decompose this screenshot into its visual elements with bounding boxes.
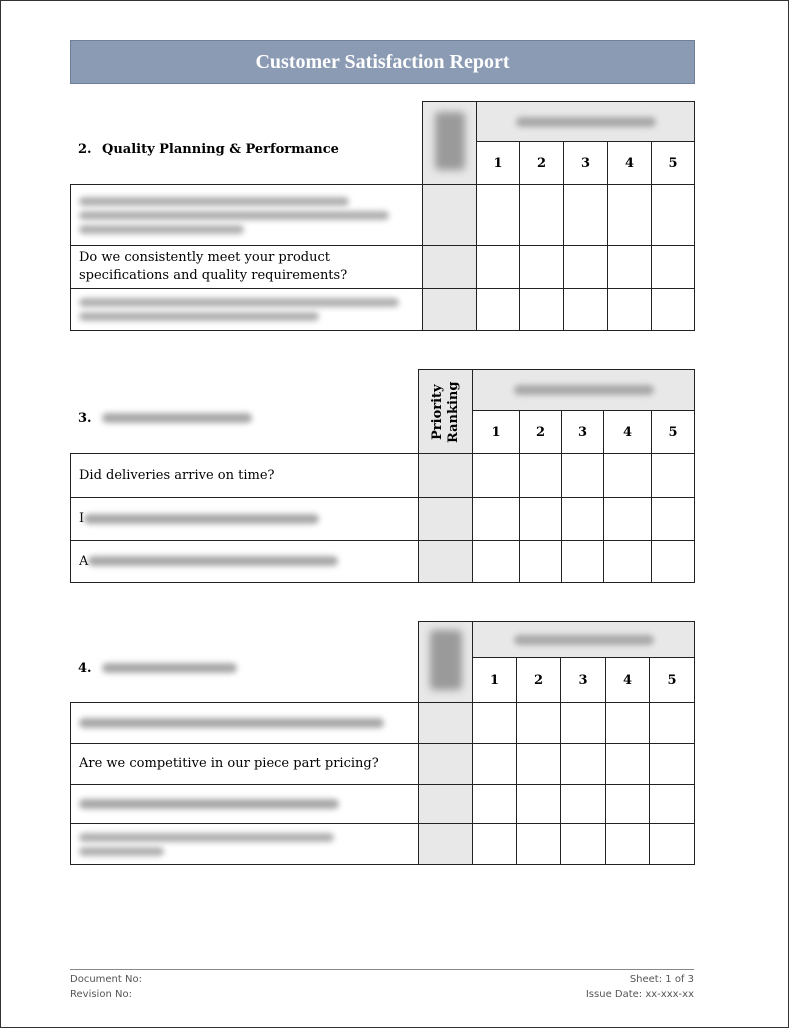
rating-cell[interactable] (650, 824, 695, 865)
rating-cell[interactable] (564, 246, 608, 289)
blurred-text (79, 799, 339, 809)
rating-2-header: 2 (520, 142, 564, 185)
header-spacer (71, 370, 419, 454)
section-name: Quality Planning & Performance (102, 141, 339, 157)
table-row (71, 824, 695, 865)
rating-cell[interactable] (517, 744, 561, 785)
priority-cell[interactable] (419, 785, 473, 824)
rating-5-header: 5 (652, 411, 695, 454)
question-cell (71, 498, 419, 541)
blurred-text (516, 117, 656, 127)
rating-cell[interactable] (473, 744, 517, 785)
table-row (71, 246, 695, 289)
rating-cell[interactable] (604, 541, 652, 583)
blurred-text (435, 112, 465, 170)
question-prefix: I (79, 511, 85, 526)
rating-cell[interactable] (604, 498, 652, 541)
priority-cell[interactable] (419, 454, 473, 498)
rating-cell[interactable] (652, 541, 695, 583)
rating-cell[interactable] (650, 703, 695, 744)
question-cell (71, 703, 419, 744)
rating-cell[interactable] (520, 454, 562, 498)
rating-4-header: 4 (604, 411, 652, 454)
page-footer (70, 969, 694, 1000)
blurred-text (79, 833, 334, 842)
rating-cell[interactable] (520, 246, 564, 289)
blurred-text (79, 718, 384, 728)
rating-cell[interactable] (564, 289, 608, 331)
rating-cell[interactable] (650, 785, 695, 824)
blurred-text (79, 211, 389, 220)
section-4-table (70, 621, 695, 865)
rating-cell[interactable] (473, 541, 520, 583)
blurred-text (79, 298, 399, 307)
rating-cell[interactable] (561, 824, 606, 865)
rating-cell[interactable] (561, 744, 606, 785)
priority-cell[interactable] (419, 824, 473, 865)
rating-cell[interactable] (517, 703, 561, 744)
performance-rating-header (473, 370, 695, 411)
table-row (71, 785, 695, 824)
rating-5-header: 5 (652, 142, 695, 185)
question-cell (71, 185, 423, 246)
priority-cell[interactable] (423, 289, 477, 331)
priority-ranking-header (419, 622, 473, 703)
rating-cell[interactable] (517, 824, 561, 865)
rating-cell[interactable] (650, 744, 695, 785)
rating-cell[interactable] (604, 454, 652, 498)
rating-cell[interactable] (477, 246, 520, 289)
priority-cell[interactable] (419, 541, 473, 583)
document-no-label: Document No: (70, 974, 142, 985)
header-spacer (71, 622, 419, 703)
rating-cell[interactable] (520, 289, 564, 331)
table-row (71, 498, 695, 541)
report-title: Customer Satisfaction Report (70, 40, 695, 84)
performance-rating-header (473, 622, 695, 658)
table-row (71, 703, 695, 744)
priority-ranking-header (419, 370, 473, 454)
question-cell: Are we competitive in our piece part pricing? (71, 744, 419, 785)
table-row (71, 541, 695, 583)
priority-cell[interactable] (423, 185, 477, 246)
blurred-text (430, 630, 462, 690)
rating-2-header: 2 (520, 411, 562, 454)
rating-cell[interactable] (477, 289, 520, 331)
rating-cell[interactable] (564, 185, 608, 246)
question-prefix: A (79, 553, 89, 569)
question-cell (71, 824, 419, 865)
rating-cell[interactable] (608, 185, 652, 246)
rating-4-header: 4 (608, 142, 652, 185)
rating-3-header: 3 (561, 658, 606, 703)
blurred-text (79, 312, 319, 321)
rating-cell[interactable] (561, 703, 606, 744)
section-2-table (70, 101, 695, 331)
question-cell (71, 541, 419, 583)
rating-4-header: 4 (606, 658, 650, 703)
rating-cell[interactable] (652, 498, 695, 541)
question-cell (71, 289, 423, 331)
rating-5-header: 5 (650, 658, 695, 703)
rating-cell[interactable] (520, 541, 562, 583)
priority-cell[interactable] (423, 246, 477, 289)
rating-cell[interactable] (520, 185, 564, 246)
blurred-text (514, 635, 654, 645)
rating-1-header: 1 (473, 658, 517, 703)
rating-cell[interactable] (606, 703, 650, 744)
section-number: 3. (78, 410, 92, 426)
rating-cell[interactable] (608, 289, 652, 331)
rating-cell[interactable] (606, 785, 650, 824)
table-row (71, 185, 695, 246)
blurred-text (79, 225, 244, 234)
table-row (71, 289, 695, 331)
rating-3-header: 3 (564, 142, 608, 185)
performance-rating-header (477, 102, 695, 142)
priority-ranking-label: Priority Ranking (429, 380, 461, 443)
sheet-number: Sheet: 1 of 3 (629, 974, 694, 985)
rating-cell[interactable] (652, 289, 695, 331)
rating-cell[interactable] (473, 785, 517, 824)
rating-cell[interactable] (652, 246, 695, 289)
rating-cell[interactable] (652, 185, 695, 246)
blurred-text (79, 197, 349, 206)
header-spacer (71, 102, 423, 185)
rating-cell[interactable] (606, 824, 650, 865)
rating-cell[interactable] (473, 703, 517, 744)
rating-cell[interactable] (473, 498, 520, 541)
rating-cell[interactable] (473, 824, 517, 865)
priority-cell[interactable] (419, 744, 473, 785)
blurred-text (79, 847, 164, 856)
rating-cell[interactable] (652, 454, 695, 498)
rating-cell[interactable] (562, 541, 604, 583)
question-cell (71, 785, 419, 824)
priority-cell[interactable] (419, 703, 473, 744)
section-number: 4. (78, 660, 92, 676)
rating-2-header: 2 (517, 658, 561, 703)
priority-cell[interactable] (419, 498, 473, 541)
blurred-text (514, 385, 654, 395)
rating-cell[interactable] (477, 185, 520, 246)
blurred-text (84, 514, 319, 524)
blurred-text (88, 556, 338, 566)
question-cell: Did deliveries arrive on time? (71, 454, 419, 498)
rating-cell[interactable] (606, 744, 650, 785)
question-cell: Do we consistently meet your product specifications and quality requirements? (71, 246, 423, 289)
rating-cell[interactable] (473, 454, 520, 498)
rating-cell[interactable] (517, 785, 561, 824)
table-row (71, 744, 695, 785)
table-row (71, 454, 695, 498)
issue-date: Issue Date: xx-xxx-xx (585, 989, 694, 1000)
rating-1-header: 1 (477, 142, 520, 185)
rating-cell[interactable] (562, 454, 604, 498)
priority-ranking-header (423, 102, 477, 185)
revision-no-label: Revision No: (70, 989, 132, 1000)
section-number: 2. (78, 141, 92, 157)
rating-cell[interactable] (562, 498, 604, 541)
section-3-table (70, 369, 695, 583)
rating-1-header: 1 (473, 411, 520, 454)
rating-cell[interactable] (561, 785, 606, 824)
rating-cell[interactable] (608, 246, 652, 289)
rating-cell[interactable] (520, 498, 562, 541)
rating-3-header: 3 (562, 411, 604, 454)
